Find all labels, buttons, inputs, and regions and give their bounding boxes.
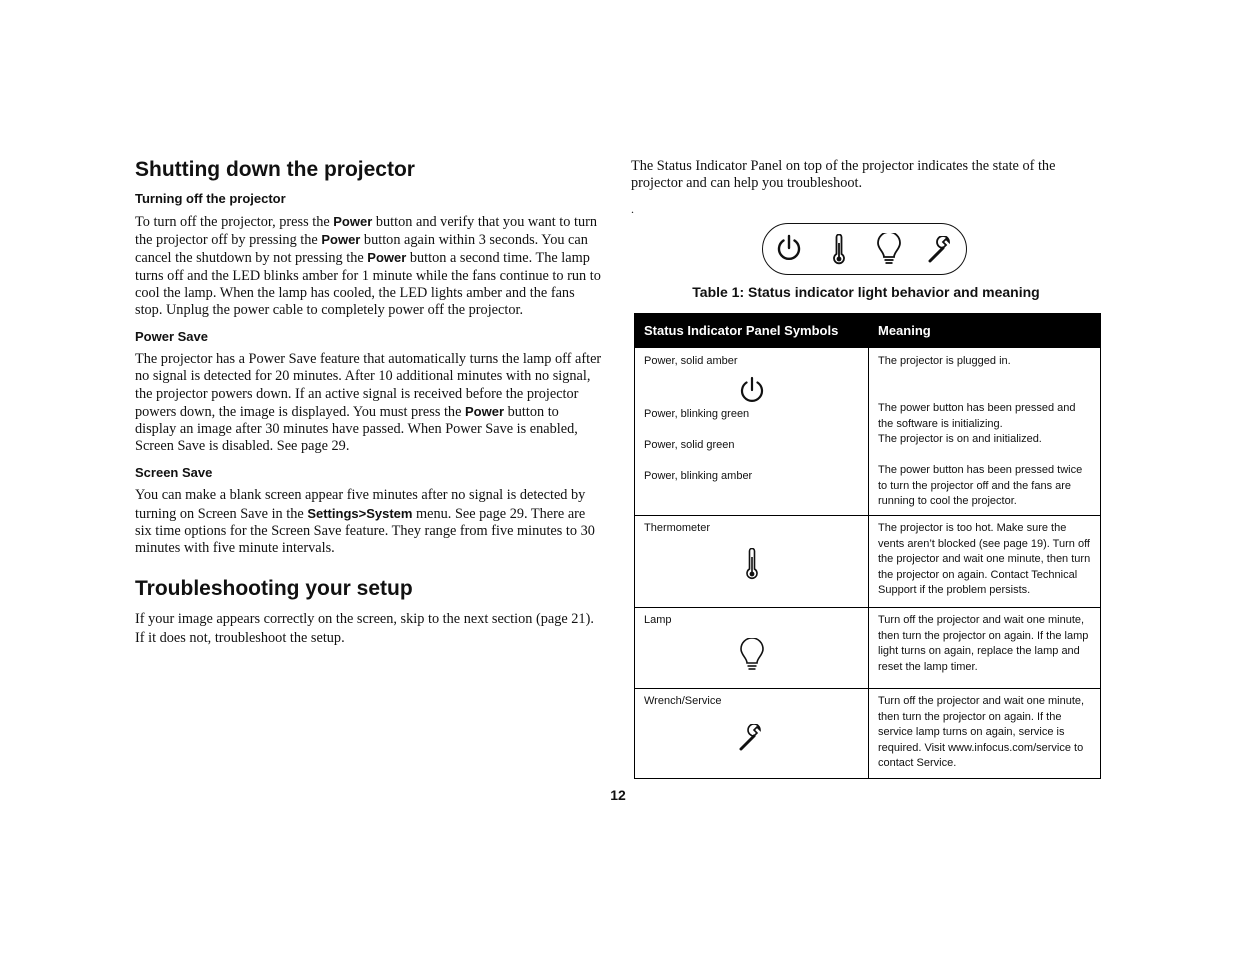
label-lamp: Lamp <box>644 614 672 626</box>
bold-term: Power <box>465 403 505 419</box>
bold-term: Settings>System <box>307 505 413 521</box>
right-column <box>631 158 1101 219</box>
bold-term: Power <box>367 250 407 266</box>
table-caption: Table 1: Status indicator light behavior and meaning <box>692 284 1040 300</box>
table-row-power <box>635 348 1101 516</box>
label-thermometer: Thermometer <box>644 522 711 534</box>
meaning-lamp: Turn off the projector and wait one minute, then turn the projector on again. If the lamp light turns on again, replace the lamp and reset the lamp timer. <box>869 608 1101 689</box>
meaning-blinking-amber: The power button has been pressed twice to turn the projector off and the fans are running to cool the projector. <box>878 464 1083 508</box>
meaning-wrench: Turn off the projector and wait one minute, then turn the projector on again. If the service lamp turns on again, service is required. Visit www.infocus.com/service to contact Service. <box>869 689 1101 779</box>
lamp-symbol-cell <box>635 608 869 689</box>
power-icon <box>775 234 803 264</box>
section-title-troubleshooting: Troubleshooting your setup <box>135 577 413 601</box>
wrench-symbol-cell <box>635 689 869 779</box>
thermometer-icon <box>831 234 847 266</box>
header-symbols: Status Indicator Panel Symbols <box>635 314 869 348</box>
paragraph-screen-save: You can make a blank screen appear five minutes after no signal is detected by turning on Screen Save in the Settings>System menu. See page 29. There are six time options for the Screen Save feature. They range from five minutes to 30 minutes with five minute intervals. <box>135 487 595 557</box>
label-power-blinking-amber: Power, blinking amber <box>644 470 753 482</box>
bold-term: Power <box>321 232 361 248</box>
table-header-row <box>635 314 1101 348</box>
paragraph-troubleshooting: If your image appears correctly on the screen, skip to the next section (page 21). If it does not, troubleshoot the setup. <box>135 611 594 647</box>
stray-period: . <box>631 202 634 217</box>
meaning-solid-amber: The projector is plugged in. <box>878 355 1011 367</box>
lamp-icon <box>738 638 766 674</box>
bold-term: Power <box>333 214 373 229</box>
wrench-icon <box>738 724 766 752</box>
power-symbols-cell <box>635 348 869 516</box>
header-meaning: Meaning <box>869 314 1101 348</box>
thermometer-icon <box>744 548 760 582</box>
subheading-turning-off: Turning off the projector <box>135 191 286 206</box>
lamp-icon <box>875 233 903 267</box>
label-power-solid-amber: Power, solid amber <box>644 355 738 367</box>
left-column <box>135 156 603 648</box>
table-row-lamp <box>635 608 1101 689</box>
subheading-power-save: Power Save <box>135 329 208 345</box>
wrench-icon <box>927 236 955 264</box>
label-power-blinking-green: Power, blinking green <box>644 408 750 420</box>
label-power-solid-green: Power, solid green <box>644 439 735 451</box>
paragraph-turning-off: To turn off the projector, press the Power button and verify that you want to turn the projector off by pressing the Power button again within 3 seconds. You can cancel the shutdown by not pressing the Power button a second time. The lamp turns off and the LED blinks amber for 1 minute while the fans continue to run to cool the lamp. When the lamp has cooled, the LED lights amber and the fans stop. Unplug the power cable to completely power off the projector. <box>135 214 601 319</box>
label-wrench: Wrench/Service <box>644 695 722 707</box>
thermometer-symbol-cell <box>635 516 869 608</box>
subheading-screen-save: Screen Save <box>135 465 213 481</box>
status-indicator-table <box>634 313 1101 779</box>
power-meaning-cell <box>869 348 1101 516</box>
meaning-thermometer: The projector is too hot. Make sure the vents aren’t blocked (see page 19). Turn off the projector and wait one minute, then turn the projector on again. Contact Technical Support if the problem persists. <box>869 516 1101 608</box>
meaning-solid-green: The projector is on and initialized. <box>878 433 1042 445</box>
status-indicator-panel-graphic <box>762 223 967 275</box>
table-row-wrench <box>635 689 1101 779</box>
table-row-thermometer <box>635 516 1101 608</box>
meaning-blinking-green: The power button has been pressed and the software is initializing. <box>878 402 1076 430</box>
page-number: 12 <box>610 787 626 803</box>
power-icon <box>738 376 766 406</box>
status-panel-intro: The Status Indicator Panel on top of the projector indicates the state of the projector and can help you troubleshoot. <box>631 158 1056 192</box>
section-title-shutting-down: Shutting down the projector <box>135 158 415 181</box>
paragraph-power-save: The projector has a Power Save feature that automatically turns the lamp off after no signal is detected for 20 minutes. After 10 additional minutes with no signal, the projector powers down. If an active signal is received before the projector powers down, the image is displayed. You must press the Power button to display an image after 30 minutes have passed. When Power Save is enabled, Screen Save is disabled. See page 29. <box>135 351 602 455</box>
